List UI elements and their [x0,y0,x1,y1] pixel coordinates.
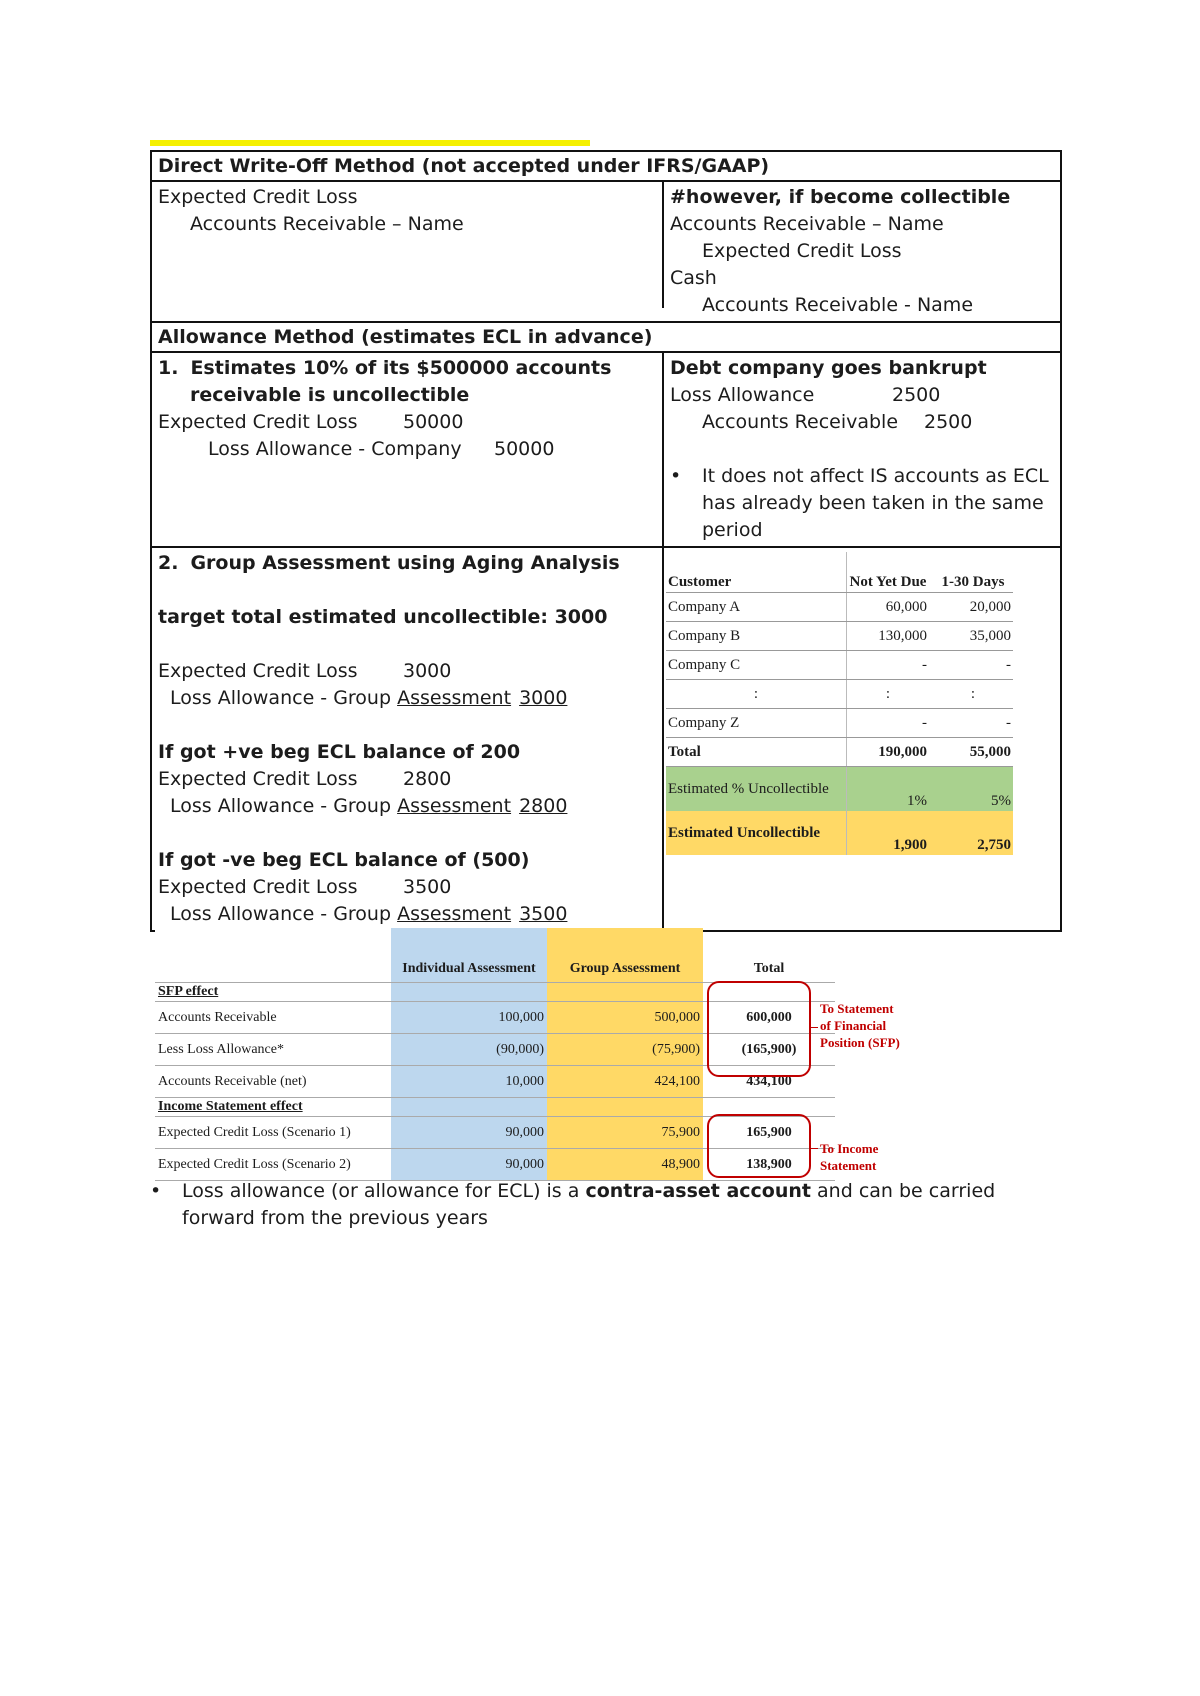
row-label: Expected Credit Loss (Scenario 2) [155,1149,391,1181]
account-label: Expected Credit Loss [158,768,358,790]
amount-cell: - [933,709,1013,738]
collectible-entry [664,182,1060,321]
account-label: Expected Credit Loss [158,411,358,433]
account-label: Accounts Receivable [702,411,899,433]
account-label: Loss Allowance - Group [170,903,398,925]
section-label: SFP effect [155,983,391,1002]
amount-cell: 500,000 [547,1002,703,1034]
empty-cell [391,983,547,1002]
footer-text: and can be carried forward from the previous years [182,1180,996,1229]
sfp-annotation: To Statement of Financial Position (SFP) [820,1001,900,1050]
amount-cell: 90,000 [391,1117,547,1149]
row-label: Accounts Receivable (net) [155,1066,391,1098]
table-row [666,651,1013,680]
amount-cell: (165,900) [703,1034,835,1066]
customer-cell: : [666,680,847,709]
amount: 50000 [494,438,555,460]
amount-cell: 48,900 [547,1149,703,1181]
direct-writeoff-entry [152,182,664,308]
item-heading: Group Assessment using Aging Analysis [190,552,620,574]
estimate-label: Estimated Uncollectible [666,811,847,855]
table-row [666,593,1013,622]
direct-writeoff-row [152,180,1060,321]
amount-cell: 20,000 [933,593,1013,622]
footer-text: Loss allowance (or allowance for ECL) is a [182,1180,586,1202]
amount: 2800 [403,768,452,790]
allowance-row-1 [152,351,1060,546]
amount-cell: - [933,651,1013,680]
column-header: Customer [666,552,847,593]
amount-cell: (90,000) [391,1034,547,1066]
header-blank [155,928,391,983]
amount-cell: 2,750 [933,811,1013,855]
specific-estimate-entry [152,353,664,546]
amount-cell: - [847,709,934,738]
collectible-heading: #however, if become collectible [670,186,1011,208]
account-label-underlined: Assessment [397,903,512,925]
amount: 3500 [403,876,452,898]
row-label: Accounts Receivable [155,1002,391,1034]
note-line: has already been taken in the same [702,492,1044,514]
account-label-underlined: Assessment [397,687,512,709]
amount-cell: 100,000 [391,1002,547,1034]
amount-cell: 424,100 [547,1066,703,1098]
direct-writeoff-title: Direct Write-Off Method (not accepted under IFRS/GAAP) [158,155,770,177]
amount-cell: 60,000 [847,593,934,622]
customer-cell: Company Z [666,709,847,738]
row-label: Expected Credit Loss (Scenario 1) [155,1117,391,1149]
amount: 3500 [519,903,568,925]
journal-line: Expected Credit Loss [702,240,902,262]
customer-cell: Company A [666,593,847,622]
percent-label: Estimated % Uncollectible [666,767,847,812]
amount-cell: - [847,651,934,680]
percent-row [666,767,1013,812]
amount-cell: : [933,680,1013,709]
percent-cell: 1% [847,767,934,812]
amount-cell: 35,000 [933,622,1013,651]
column-header: Total [703,928,835,983]
account-label: Loss Allowance - Group [170,687,398,709]
amount-cell: 190,000 [847,738,934,767]
account-label: Loss Allowance - Company [208,438,462,460]
footer-bold-text: contra-asset account [585,1180,811,1202]
table-header [666,552,1013,593]
footer-note [150,1178,1060,1232]
amount-cell: 90,000 [391,1149,547,1181]
amount: 3000 [403,660,452,682]
journal-line: Accounts Receivable – Name [670,213,944,235]
method-table [150,150,1062,932]
total-label: Total [666,738,847,767]
bankrupt-entry [664,353,1060,546]
amount-cell: 1,900 [847,811,934,855]
amount-cell: 55,000 [933,738,1013,767]
sfp-connector [810,1027,818,1028]
bankrupt-heading: Debt company goes bankrupt [670,357,987,379]
customer-cell: Company B [666,622,847,651]
yellow-highlight-strip [150,140,590,146]
section-label: Income Statement effect [155,1098,391,1117]
bankrupt-note [670,463,1054,544]
amount-cell: (75,900) [547,1034,703,1066]
amount: 3000 [519,687,568,709]
account-label: Expected Credit Loss [158,660,358,682]
target-line: target total estimated uncollectible: 3000 [158,606,608,628]
note-line: It does not affect IS accounts as ECL [702,465,1049,487]
journal-line: Accounts Receivable – Name [190,213,464,235]
item-number: 2. [158,552,179,574]
table-row [666,709,1013,738]
account-label: Loss Allowance - Group [170,795,398,817]
item-heading: Estimates 10% of its $500000 accounts [190,357,612,379]
empty-cell [391,1098,547,1117]
allowance-row-2 [152,546,1060,930]
amount-cell: 600,000 [703,1002,835,1034]
amount-cell: 434,100 [703,1066,835,1098]
amount-cell: 130,000 [847,622,934,651]
allowance-method-title: Allowance Method (estimates ECL in advance) [152,321,1060,351]
bullet-icon: • [670,465,682,487]
journal-line: Cash [670,267,717,289]
case-heading: If got +ve beg ECL balance of 200 [158,741,521,763]
note-line: period [702,519,763,541]
account-label: Expected Credit Loss [158,876,358,898]
case-heading: If got -ve beg ECL balance of (500) [158,849,530,871]
amount-cell: 138,900 [703,1149,835,1181]
amount: 2500 [892,384,941,406]
column-header: Individual Assessment [391,928,547,983]
aging-table [666,552,1013,855]
amount-cell: : [847,680,934,709]
column-header: Group Assessment [547,928,703,983]
amount: 2500 [924,411,973,433]
amount-cell: 75,900 [547,1117,703,1149]
account-label-underlined: Assessment [397,795,512,817]
is-annotation: To Income Statement [820,1141,879,1173]
table-header [155,928,835,983]
column-header: Not Yet Due [847,552,934,593]
aging-analysis [664,548,1060,930]
group-assessment-entry [152,548,664,930]
is-highlight-box [707,1114,811,1178]
journal-line: Expected Credit Loss [158,186,358,208]
row-label: Less Loss Allowance* [155,1034,391,1066]
item-number: 1. [158,357,179,379]
table-row [666,680,1013,709]
empty-cell [547,983,703,1002]
account-label: Loss Allowance [670,384,815,406]
amount-cell: 10,000 [391,1066,547,1098]
item-heading: receivable is uncollectible [190,384,470,406]
bullet-icon: • [150,1180,162,1202]
estimate-row [666,811,1013,855]
empty-cell [547,1098,703,1117]
amount: 50000 [403,411,464,433]
sfp-highlight-box [707,981,811,1077]
amount-cell: 165,900 [703,1117,835,1149]
percent-cell: 5% [933,767,1013,812]
is-connector [810,1148,818,1149]
customer-cell: Company C [666,651,847,680]
journal-line: Accounts Receivable - Name [702,294,974,316]
column-header: 1-30 Days [933,552,1013,593]
amount: 2800 [519,795,568,817]
table-row [666,622,1013,651]
total-row [666,738,1013,767]
